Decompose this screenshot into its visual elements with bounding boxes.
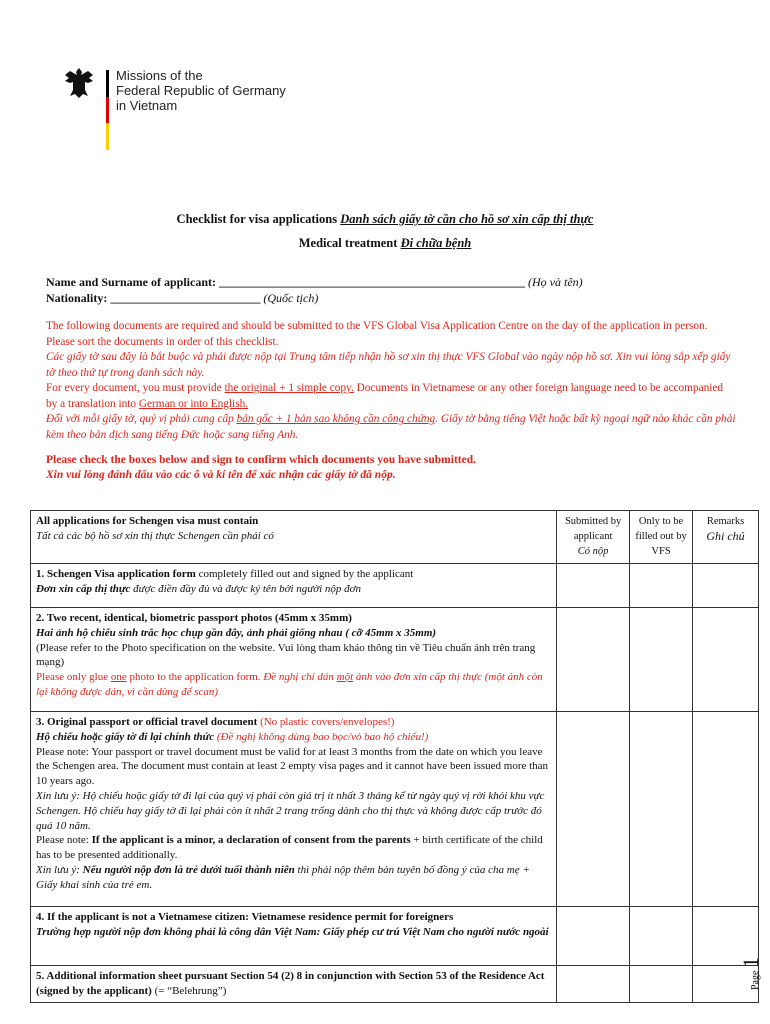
r5-bold: 5. Additional information sheet pursuant Section 54 (2) 8 in conjunction with Section 53 of the Residence Act (signed by the applicant): [36, 970, 545, 997]
title-vi: Danh sách giấy tờ cần cho hồ sơ xin cấp thị thực: [340, 212, 594, 226]
subtitle-vi: Đi chữa bệnh: [400, 236, 472, 250]
table-row: [31, 564, 759, 608]
r1-text: completely filled out and signed by the applicant: [195, 568, 414, 580]
col-submitted-vi: Có nộp: [577, 546, 609, 557]
nationality-label-vi: (Quốc tịch): [263, 291, 319, 305]
col-vfs: [630, 511, 693, 564]
table-row: [31, 907, 759, 966]
remarks-cell-1[interactable]: [693, 564, 759, 608]
col-submitted-label: Submitted by applicant: [564, 516, 622, 542]
page-number: [738, 957, 764, 990]
r2-red-post: photo to the application form.: [126, 671, 264, 684]
check-en: Please check the boxes below and sign to confirm which documents you have submitted.: [46, 454, 476, 466]
r4-vi: Trường hợp người nộp đơn không phải là công dân Việt Nam: Giấy phép cư trú Việt Nam cho người nước ngoài: [36, 925, 549, 938]
row-5-text: [31, 966, 557, 1003]
r3-vi2-post: thì phải nộp thêm bản tuyên bố đồng ý của cha mẹ + Giấy khai sinh của trẻ em.: [36, 863, 530, 891]
intro-p2-pre: For every document, you must provide: [46, 382, 225, 394]
eagle-icon: [64, 66, 94, 100]
r3-t2-pre: Please note:: [36, 834, 92, 847]
col-remarks: [693, 511, 759, 564]
r2-red-u: one: [110, 671, 127, 684]
r1-vi-text: được điền đầy đủ và được ký tên bởi người nộp đơn: [130, 582, 362, 595]
r3-bold: 3. Original passport or official travel document: [36, 716, 258, 728]
logo-line-2: Federal Republic of Germany: [116, 83, 286, 98]
header-vi: Tất cả các bộ hồ sơ xin thị thực Schengen cần phải có: [36, 529, 274, 542]
r2-vi: Hai ảnh hộ chiếu sinh trắc học chụp gần đây, ảnh phải giống nhau ( cỡ 45mm x 35mm): [36, 626, 437, 639]
r3-t2-bold: If the applicant is a minor, a declaration of consent from the parents: [91, 834, 411, 847]
r2-red-vi-pre: Đề nghị chỉ dán: [263, 671, 337, 684]
r1-bold: 1. Schengen Visa application form: [36, 568, 196, 580]
col-submitted: [557, 511, 630, 564]
check-instructions: [46, 453, 476, 483]
checklist-table: [30, 510, 759, 1003]
intro-p2-vi-u: bản gốc + 1 bản sao không cần công chứng: [236, 413, 436, 425]
intro-p2: [46, 381, 736, 412]
vfs-checkbox-5[interactable]: [630, 966, 693, 1003]
r3-vi-red: (Đề nghị không dùng bao bọc/vỏ bao hộ chiếu!): [214, 730, 429, 743]
intro-p2-u1: the original + 1 simple copy.: [224, 382, 354, 394]
page-title: [0, 212, 770, 227]
check-vi: Xin vui lòng đánh dấu vào các ô và kí tên để xác nhận các giấy tờ đã nộp.: [46, 469, 396, 481]
vfs-checkbox-3[interactable]: [630, 712, 693, 907]
submitted-checkbox-1[interactable]: [557, 564, 630, 608]
r3-vi2-bold: Nếu người nộp đơn là trẻ dưới tuổi thành niên: [82, 863, 295, 876]
intro-p2-vi: [46, 412, 736, 443]
name-label-vi: (Họ và tên): [528, 275, 583, 289]
intro-p1: The following documents are required and should be submitted to the VFS Global Visa Application Centre on the day of the application in person. Please sort the documents in order of this checklist.: [46, 320, 708, 348]
page-subtitle: [0, 236, 770, 251]
r3-t2-post: + birth certificate of the child has to be presented additionally.: [36, 834, 543, 862]
r4-bold: 4. If the applicant is not a Vietnamese citizen: Vietnamese residence permit for foreigners: [36, 911, 454, 923]
intro-p1-vi: Các giấy tờ sau đây là bắt buộc và phải được nộp tại Trung tâm tiếp nhận hồ sơ xin thị thực VFS Global vào ngày nộp hồ sơ. Xin vui lòng sắp xếp giấy tờ theo thứ tự trong danh sách này.: [46, 351, 731, 379]
col-vfs-label: Only to be filled out by VFS: [635, 516, 687, 557]
applicant-fields: [46, 274, 583, 306]
intro-p2-u2: German or into English.: [138, 397, 249, 410]
page-num: 1: [738, 957, 763, 969]
title-en: Checklist for visa applications: [176, 212, 338, 226]
subtitle-en: Medical treatment: [298, 236, 398, 250]
r1-vi-bold: Đơn xin cấp thị thực: [36, 582, 131, 595]
name-field[interactable]: Name and Surname of applicant: ___________________________________________________: [46, 275, 526, 289]
submitted-checkbox-5[interactable]: [557, 966, 630, 1003]
r2-red-pre: Please only glue: [36, 671, 111, 684]
remarks-cell-2[interactable]: [693, 608, 759, 712]
logo-line-3: in Vietnam: [116, 98, 178, 113]
table-row: [31, 966, 759, 1003]
r2-text: (Please refer to the Photo specification on the website. Vui lòng tham khảo thông tin về Tiêu chuẩn ảnh trên trang mạng): [36, 641, 536, 669]
submitted-checkbox-3[interactable]: [557, 712, 630, 907]
header-en: All applications for Schengen visa must contain: [36, 515, 259, 527]
r3-red: (No plastic covers/envelopes!): [257, 716, 395, 728]
submitted-checkbox-2[interactable]: [557, 608, 630, 712]
r2-red-vi-post: ảnh vào đơn xin cấp thị thực (một ảnh còn lại không được dán, vì cần dùng để scan): [36, 671, 543, 698]
page-label: Page: [750, 970, 761, 990]
logo: [64, 66, 294, 156]
row-1-text: [31, 564, 557, 608]
r3-text-1: Please note: Your passport or travel document must be valid for at least 3 months from the date on which you leave the Schengen area. The document must contain at least 2 empty visa pages and it cannot have been issued more than 10 years ago.: [36, 745, 549, 788]
intro-p2-vi-pre: Đối với mỗi giấy tờ, quý vị phải cung cấp: [46, 413, 237, 425]
vfs-checkbox-2[interactable]: [630, 608, 693, 712]
intro-p2-vi-post: . Giấy tờ bằng tiếng Việt hoặc bất kỳ ngoại ngữ nào khác cần phải kèm theo bản dịch sang tiếng Đức hoặc sang tiếng Anh.: [46, 413, 736, 441]
col-remarks-vi: Ghi chú: [706, 529, 745, 543]
row-2-text: [31, 608, 557, 712]
r5-text: (= “Belehrung”): [151, 984, 227, 997]
table-header-row: [31, 511, 759, 564]
r3-vi2-pre: Xin lưu ý:: [36, 863, 83, 876]
vfs-checkbox-4[interactable]: [630, 907, 693, 966]
r3-vi-bold: Hộ chiếu hoặc giấy tờ đi lại chính thức: [36, 730, 215, 743]
row-3-text: [31, 712, 557, 907]
r3-vi-1: Xin lưu ý: Hộ chiếu hoặc giấy tờ đi lại của quý vị phải còn giá trị ít nhất 3 tháng kể từ ngày quý vị rời khỏi khu vực Schengen. Hộ chiếu hay giấy tờ đi lại phải còn ít nhất 2 trang trống dành cho thị thực và không được cấp trước đó quá 10 năm.: [36, 789, 545, 832]
submitted-checkbox-4[interactable]: [557, 907, 630, 966]
german-flag-bar: [106, 70, 109, 150]
nationality-field[interactable]: Nationality: _________________________: [46, 291, 261, 305]
row-4-text: [31, 907, 557, 966]
vfs-checkbox-1[interactable]: [630, 564, 693, 608]
logo-text: [116, 68, 286, 113]
col-remarks-label: Remarks: [706, 516, 745, 527]
r2-red-vi-u: một: [336, 671, 354, 684]
logo-line-1: Missions of the: [116, 68, 203, 83]
intro-p2-mid: Documents in Vietnamese or any other foreign language need to be accompanied by a translation into: [46, 382, 724, 410]
intro-text: [46, 319, 736, 443]
remarks-cell-3[interactable]: [693, 712, 759, 907]
header-cell: [31, 511, 557, 564]
table-row: [31, 608, 759, 712]
r2-bold: 2. Two recent, identical, biometric passport photos (45mm x 35mm): [36, 612, 352, 624]
table-row: [31, 712, 759, 907]
